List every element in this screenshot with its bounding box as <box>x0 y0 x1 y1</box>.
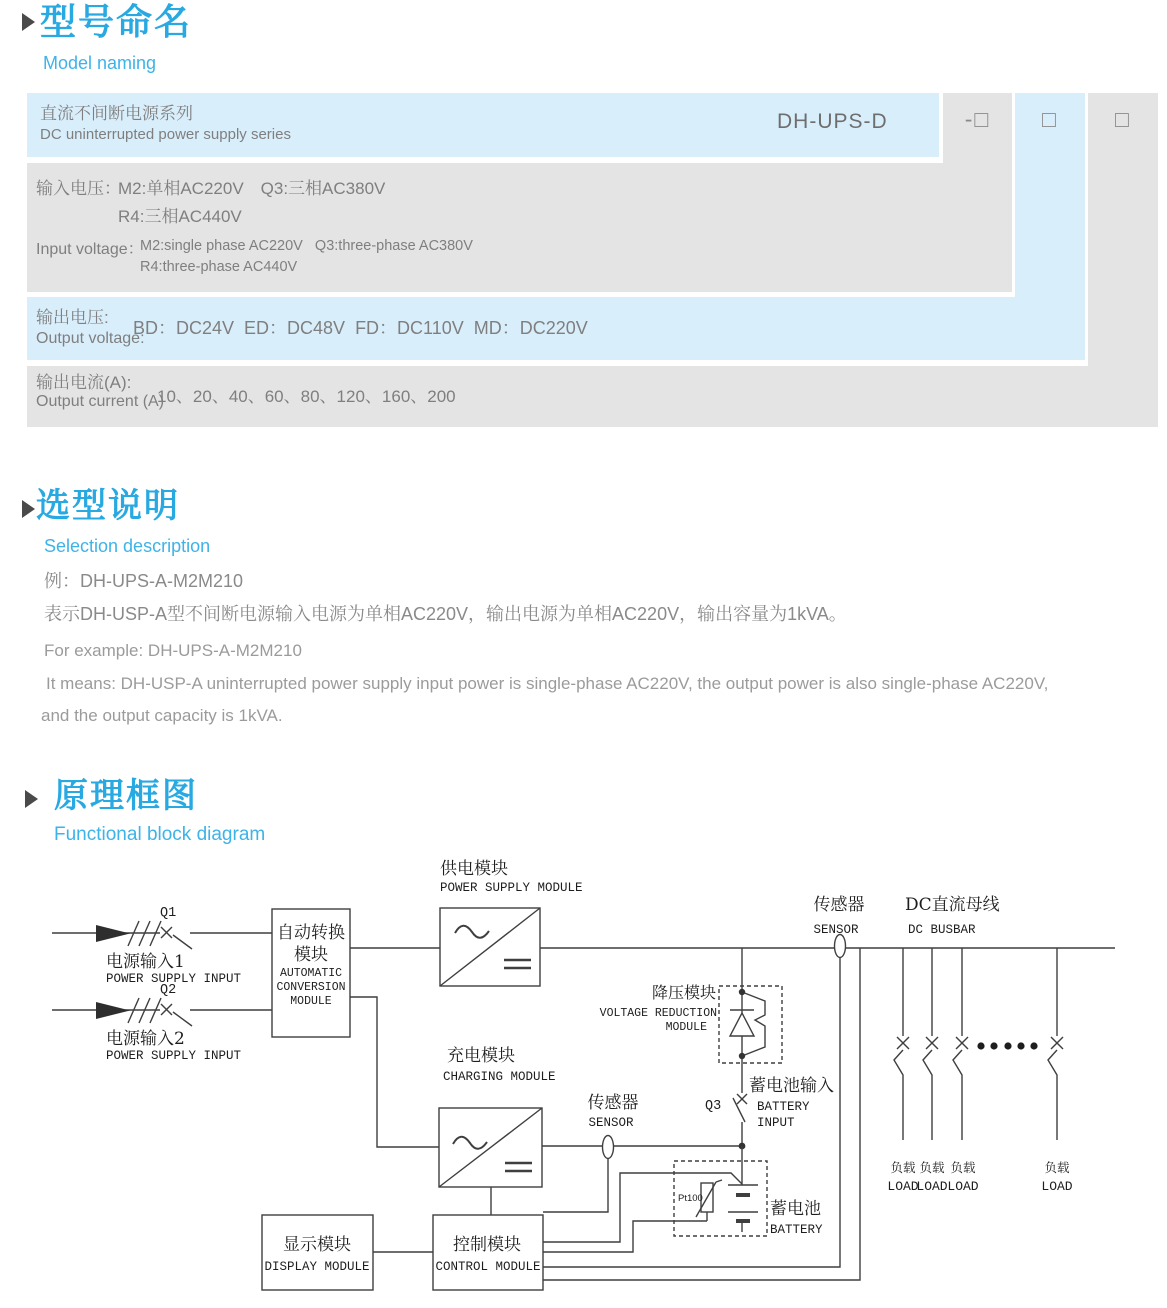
label-load4-en: LOAD <box>1041 1179 1073 1194</box>
q2-breaker-icon <box>161 1004 192 1026</box>
q1-breaker-icon <box>161 927 192 949</box>
output-voltage-value: BD：DC24V ED：DC48V FD：DC110V MD：DC220V <box>133 318 588 338</box>
power-input-2-line <box>52 998 272 1026</box>
suffix-box-3: □ <box>1115 106 1131 132</box>
label-input2-zh: 电源输入2 <box>106 1029 185 1049</box>
label-vrm-en1: VOLTAGE REDUCTION <box>599 1007 717 1020</box>
functional-block-diagram <box>0 850 1167 1308</box>
diagram-title-en: Functional block diagram <box>54 824 266 845</box>
series-name-en: DC uninterrupted power supply series <box>40 126 291 143</box>
busbar-sensor-icon <box>835 935 846 958</box>
label-busbar-zh: DC直流母线 <box>905 895 1000 915</box>
diode-icon <box>730 1013 754 1036</box>
label-load3-zh: 负载 <box>950 1160 976 1175</box>
label-input1-zh: 电源输入1 <box>106 952 185 972</box>
arrow-right-icon <box>96 1002 130 1019</box>
label-load3-en: LOAD <box>947 1179 979 1194</box>
voltage-reduction-module <box>719 948 782 1093</box>
label-acm-en3: MODULE <box>290 995 332 1008</box>
section2-bullet-icon <box>22 500 35 518</box>
label-vrm-en2: MODULE <box>665 1021 707 1034</box>
voltage-reduction-module-box <box>719 986 782 1063</box>
diagram-title-zh: 原理框图 <box>54 777 198 815</box>
label-load2-en: LOAD <box>916 1179 948 1194</box>
label-display-en: DISPLAY MODULE <box>264 1260 370 1274</box>
input-voltage-label-en: Input voltage： <box>36 241 144 258</box>
input-voltage-label-zh: 输入电压： <box>36 179 121 198</box>
label-battery-zh: 蓄电池 <box>770 1199 821 1219</box>
label-battery-input-zh: 蓄电池输入 <box>749 1076 834 1096</box>
output-current-label-zh: 输出电流(A): <box>36 373 132 392</box>
selection-title-en: Selection description <box>44 536 211 556</box>
label-charging-zh: 充电模块 <box>447 1046 515 1066</box>
selection-desc-en-line1: It means: DH-USP-A uninterrupted power supply input power is single-phase AC220V, the output power is also single-phase AC220V, <box>46 674 1049 693</box>
label-q1: Q1 <box>160 906 177 921</box>
section1-bullet-icon <box>22 13 35 31</box>
selection-title-zh: 选型说明 <box>36 487 180 525</box>
load-feeders <box>894 948 1063 1140</box>
charge-sensor-icon <box>603 1136 614 1159</box>
label-busbar-sensor-zh: 传感器 <box>813 895 865 915</box>
label-battery-en: BATTERY <box>770 1223 823 1237</box>
suffix-box-1: -□ <box>964 106 991 132</box>
model-code: DH-UPS-D <box>777 110 888 133</box>
label-busbar-en: DC BUSBAR <box>908 923 976 937</box>
label-acm-en2: CONVERSION <box>276 981 346 994</box>
load-feeder <box>953 948 968 1140</box>
model-naming-title-en: Model naming <box>43 53 157 73</box>
label-q2: Q2 <box>160 983 177 998</box>
q3-breaker-icon <box>733 1094 747 1146</box>
label-input1-en: POWER SUPPLY INPUT <box>106 972 242 986</box>
label-control-en: CONTROL MODULE <box>435 1260 541 1274</box>
power-input-1-line <box>52 921 272 949</box>
label-battery-input-en2: INPUT <box>757 1116 795 1130</box>
ellipsis-dots-icon <box>977 1042 1037 1049</box>
label-acm-en1: AUTOMATIC <box>279 967 343 980</box>
label-charge-sensor-zh: 传感器 <box>587 1093 639 1113</box>
label-input2-en: POWER SUPPLY INPUT <box>106 1049 242 1063</box>
label-load1-en: LOAD <box>887 1179 919 1194</box>
series-name-zh: 直流不间断电源系列 <box>40 104 193 123</box>
label-acm-zh1: 自动转换 <box>277 923 345 943</box>
label-load2-zh: 负载 <box>919 1160 945 1175</box>
load-feeder <box>894 948 909 1140</box>
suffix-box-2: □ <box>1042 106 1058 132</box>
label-load4-zh: 负载 <box>1044 1160 1070 1175</box>
label-busbar-sensor-en: SENSOR <box>813 923 859 937</box>
label-charging-en: CHARGING MODULE <box>443 1070 556 1084</box>
label-display-zh: 显示模块 <box>283 1235 351 1255</box>
selection-desc-zh: 表示DH-USP-A型不间断电源输入电源为单相AC220V，输出电源为单相AC220V，输出容量为1kVA。 <box>44 604 847 624</box>
selection-example-en: For example: DH-UPS-A-M2M210 <box>44 641 302 660</box>
output-voltage-label-en: Output voltage: <box>36 330 145 347</box>
label-load1-zh: 负载 <box>890 1160 916 1175</box>
load-feeder <box>923 948 938 1140</box>
label-control-zh: 控制模块 <box>453 1235 521 1255</box>
selection-desc-en-line2: and the output capacity is 1kVA. <box>41 706 283 725</box>
output-voltage-label-zh: 输出电压: <box>36 308 109 327</box>
arrow-right-icon <box>96 925 130 942</box>
selection-example-zh: 例：DH-UPS-A-M2M210 <box>44 571 244 591</box>
input-voltage-zh-line2: R4:三相AC440V <box>118 207 242 226</box>
label-psm-zh: 供电模块 <box>440 859 508 879</box>
label-q3: Q3 <box>705 1099 722 1114</box>
input-voltage-en-line2: R4:three-phase AC440V <box>140 259 298 275</box>
label-vrm-zh: 降压模块 <box>651 983 716 1002</box>
section3-bullet-icon <box>25 790 38 808</box>
label-acm-zh2: 模块 <box>294 945 328 965</box>
output-current-label-en: Output current (A) <box>36 393 165 410</box>
load-feeder <box>1048 948 1063 1140</box>
label-pt100: Pt100 <box>678 1193 703 1204</box>
label-battery-input-en1: BATTERY <box>757 1100 810 1114</box>
label-charge-sensor-en: SENSOR <box>588 1116 634 1130</box>
model-naming-title-zh: 型号命名 <box>40 1 193 42</box>
battery-icon <box>728 1185 758 1232</box>
output-current-value: 10、20、40、60、80、120、160、200 <box>157 387 456 406</box>
label-psm-en: POWER SUPPLY MODULE <box>440 881 583 895</box>
input-voltage-en-line1: M2:single phase AC220V Q3:three-phase AC380V <box>140 238 473 254</box>
input-voltage-zh-line1: M2:单相AC220V Q3:三相AC380V <box>118 179 386 198</box>
